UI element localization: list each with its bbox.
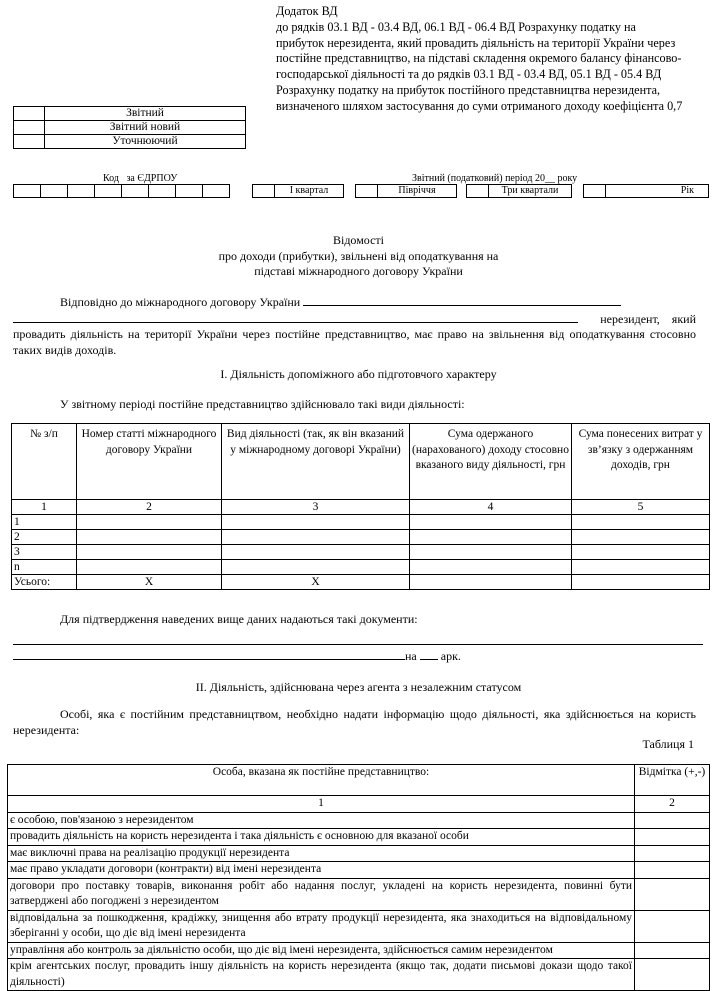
- column-header: Відмітка (+,-): [635, 765, 710, 796]
- column-number: 2: [635, 796, 710, 813]
- intro-text: Відповідно до міжнародного договору України: [60, 295, 301, 309]
- activities-table: [11, 423, 710, 590]
- mark-cell[interactable]: [635, 812, 710, 829]
- criterion-text: договори про поставку товарів, виконання робіт або надання послуг, укладені на користь нерезидента, повинні бути затверджені або погоджені з нерезидентом: [8, 878, 635, 910]
- edrpou-code-cells: [13, 184, 230, 198]
- appendix-line: до рядків 03.1 ВД - 03.4 ВД, 06.1 ВД - 06.4 ВД Розрахунку податку на: [276, 19, 636, 34]
- treaty-name-field[interactable]: [303, 294, 621, 306]
- table-row: [12, 560, 710, 575]
- table-cell[interactable]: [410, 515, 572, 530]
- mark-cell[interactable]: [635, 862, 710, 879]
- period-checkbox[interactable]: [584, 185, 606, 198]
- row-number: n: [12, 560, 77, 575]
- total-label: Усього:: [12, 575, 77, 590]
- column-header: Сума одержаного (нарахованого) доходу стосовно вказаного виду діяльності, грн: [410, 424, 572, 500]
- edrpou-digit-cell[interactable]: [14, 185, 41, 198]
- documents-field-line[interactable]: [13, 632, 703, 645]
- period-label-year: Рік: [606, 185, 709, 198]
- edrpou-digit-cell[interactable]: [203, 185, 230, 198]
- mark-cell[interactable]: [635, 878, 710, 910]
- mark-cell[interactable]: [635, 910, 710, 942]
- agent-status-table: [7, 764, 710, 991]
- report-type-label: Звітний: [45, 107, 246, 121]
- nonresident-name-field[interactable]: [13, 311, 578, 323]
- mark-cell[interactable]: [635, 959, 710, 991]
- sheets-count-field[interactable]: [420, 648, 438, 660]
- column-number: 2: [77, 500, 222, 515]
- table-cell[interactable]: [572, 545, 710, 560]
- table-row: [8, 829, 710, 846]
- appendix-line: прибуток нерезидента, який провадить діяльність на території України через: [276, 35, 676, 50]
- row-number: 2: [12, 530, 77, 545]
- appendix-line: господарської діяльності та до рядків 03.1 ВД - 03.4 ВД, 05.1 ВД - 05.4 ВД: [276, 67, 662, 82]
- report-type-table: [13, 106, 246, 149]
- edrpou-digit-cell[interactable]: [95, 185, 122, 198]
- table-row: [8, 942, 710, 959]
- table-cell[interactable]: [410, 575, 572, 590]
- column-header: № з/п: [12, 424, 77, 500]
- table-row: [8, 910, 710, 942]
- table-cell-na: X: [77, 575, 222, 590]
- appendix-line: визначеного шляхом застосування до суми отриманого доходу коефіцієнта 0,7: [276, 98, 683, 113]
- table-cell[interactable]: [572, 515, 710, 530]
- table-row: [12, 545, 710, 560]
- column-header: Сума понесених витрат у зв’язку з одержанням доходів, грн: [572, 424, 710, 500]
- edrpou-digit-cell[interactable]: [176, 185, 203, 198]
- intro-text: провадить діяльність на території України через постійне представництво, має право на звільнення від оподаткування стосовно таких видів доходів.: [13, 327, 696, 357]
- report-type-checkbox[interactable]: [14, 107, 45, 121]
- table-header-row: [12, 424, 710, 500]
- documents-field[interactable]: [13, 648, 405, 660]
- table-cell[interactable]: [222, 560, 410, 575]
- documents-lead: Для підтвердження наведених вище даних надаються такі документи:: [60, 612, 418, 626]
- table-header-row: [8, 765, 710, 796]
- period-label-half-year: Півріччя: [378, 185, 457, 198]
- column-header: Вид діяльності (так, як він вказаний у міжнародному договорі України): [222, 424, 410, 500]
- table-cell[interactable]: [572, 530, 710, 545]
- column-number-row: [8, 796, 710, 813]
- table-cell[interactable]: [572, 560, 710, 575]
- column-number-row: [12, 500, 710, 515]
- report-type-checkbox[interactable]: [14, 135, 45, 149]
- total-row: [12, 575, 710, 590]
- report-type-label: Уточнюючий: [45, 135, 246, 149]
- edrpou-digit-cell[interactable]: [122, 185, 149, 198]
- title-line: підставі міжнародного договору України: [254, 264, 463, 278]
- period-checkbox[interactable]: [467, 185, 489, 198]
- table-cell[interactable]: [410, 545, 572, 560]
- table-cell[interactable]: [222, 530, 410, 545]
- table-cell[interactable]: [77, 530, 222, 545]
- appendix-line: Розрахунку податку на прибуток постійного представництва нерезидента,: [276, 82, 661, 97]
- table-row: [12, 530, 710, 545]
- table-caption: Таблиця 1: [642, 737, 694, 751]
- table-cell[interactable]: [222, 515, 410, 530]
- criterion-text: має право укладати договори (контракти) від імені нерезидента: [8, 862, 635, 879]
- period-checkbox[interactable]: [253, 185, 275, 198]
- table-cell[interactable]: [222, 545, 410, 560]
- period-option-half-year: [355, 184, 457, 198]
- appendix-line: постійне представництво, на підставі складення окремого балансу фінансово-: [276, 51, 682, 66]
- documents-on-label: на: [405, 649, 417, 663]
- column-number: 3: [222, 500, 410, 515]
- column-number: 5: [572, 500, 710, 515]
- intro-paragraph: [13, 294, 696, 358]
- table-cell[interactable]: [410, 560, 572, 575]
- criterion-text: крім агентських послуг, провадить іншу діяльність на користь нерезидента (якщо так, додати письмові докази щодо такої діяльності): [8, 959, 635, 991]
- document-title: [0, 233, 717, 280]
- edrpou-digit-cell[interactable]: [149, 185, 176, 198]
- section-2-lead: Особі, яка є постійним представництвом, необхідно надати інформацію щодо діяльності, яка здійснюється на користь нерезидента:: [13, 707, 696, 737]
- table-row: [8, 959, 710, 991]
- criterion-text: провадить діяльність на користь нерезидента і така діяльність є основною для вказаної особи: [8, 829, 635, 846]
- appendix-header: [276, 4, 716, 115]
- report-type-row: [14, 107, 246, 121]
- title-line: Відомості: [332, 233, 384, 247]
- sheets-label: арк.: [440, 649, 461, 663]
- report-type-row: [14, 121, 246, 135]
- column-number: 1: [8, 796, 635, 813]
- documents-field-row: [13, 648, 461, 664]
- column-number: 1: [12, 500, 77, 515]
- report-type-label: Звітний новий: [45, 121, 246, 135]
- column-number: 4: [410, 500, 572, 515]
- table-cell[interactable]: [572, 575, 710, 590]
- criterion-text: є особою, пов'язаною з нерезидентом: [8, 812, 635, 829]
- mark-cell[interactable]: [635, 829, 710, 846]
- column-header: Номер статті міжнародного договору України: [77, 424, 222, 500]
- section-2-heading: ІІ. Діяльність, здійснювана через агента з незалежним статусом: [195, 680, 522, 694]
- period-label-9m: Три квартали: [489, 185, 572, 198]
- period-label-q1: І квартал: [275, 185, 344, 198]
- criterion-text: відповідальна за пошкодження, крадіжку, знищення або втрату продукції нерезидента, яка знаходиться на відповідальному зберіганні у особи, що діє від імені нерезидента: [8, 910, 635, 942]
- table-row: [8, 812, 710, 829]
- row-number: 1: [12, 515, 77, 530]
- mark-cell[interactable]: [635, 845, 710, 862]
- table-row: [12, 515, 710, 530]
- report-type-row: [14, 135, 246, 149]
- edrpou-digit-cell[interactable]: [41, 185, 68, 198]
- table-row: [8, 862, 710, 879]
- period-option-year: [583, 184, 709, 198]
- table-cell[interactable]: [410, 530, 572, 545]
- period-option-9m: [466, 184, 572, 198]
- table-row: [8, 845, 710, 862]
- section-1-lead: У звітному періоді постійне представництво здійснювало такі види діяльності:: [60, 397, 465, 411]
- edrpou-label: Код за ЄДРПОУ: [103, 173, 178, 184]
- report-type-checkbox[interactable]: [14, 121, 45, 135]
- row-number: 3: [12, 545, 77, 560]
- table-cell[interactable]: [77, 515, 222, 530]
- period-checkbox[interactable]: [356, 185, 378, 198]
- criterion-text: управління або контроль за діяльністю особи, що діє від імені нерезидента, здійснюється самим нерезидентом: [8, 942, 635, 959]
- table-cell[interactable]: [77, 560, 222, 575]
- table-cell-na: X: [222, 575, 410, 590]
- table-row: [8, 878, 710, 910]
- criterion-text: має виключні права на реалізацію продукції нерезидента: [8, 845, 635, 862]
- table-cell[interactable]: [77, 545, 222, 560]
- column-header: Особа, вказана як постійне представництво:: [8, 765, 635, 796]
- appendix-title: Додаток ВД: [276, 4, 338, 18]
- intro-text: нерезидент, який: [600, 311, 696, 326]
- title-line: про доходи (прибутки), звільнені від оподаткування на: [218, 248, 499, 263]
- mark-cell[interactable]: [635, 942, 710, 959]
- section-1-heading: І. Діяльність допоміжного або підготовчого характеру: [220, 367, 497, 381]
- period-label: Звітний (податковий) період 20__ року: [412, 173, 578, 184]
- period-option-q1: [252, 184, 344, 198]
- edrpou-digit-cell[interactable]: [68, 185, 95, 198]
